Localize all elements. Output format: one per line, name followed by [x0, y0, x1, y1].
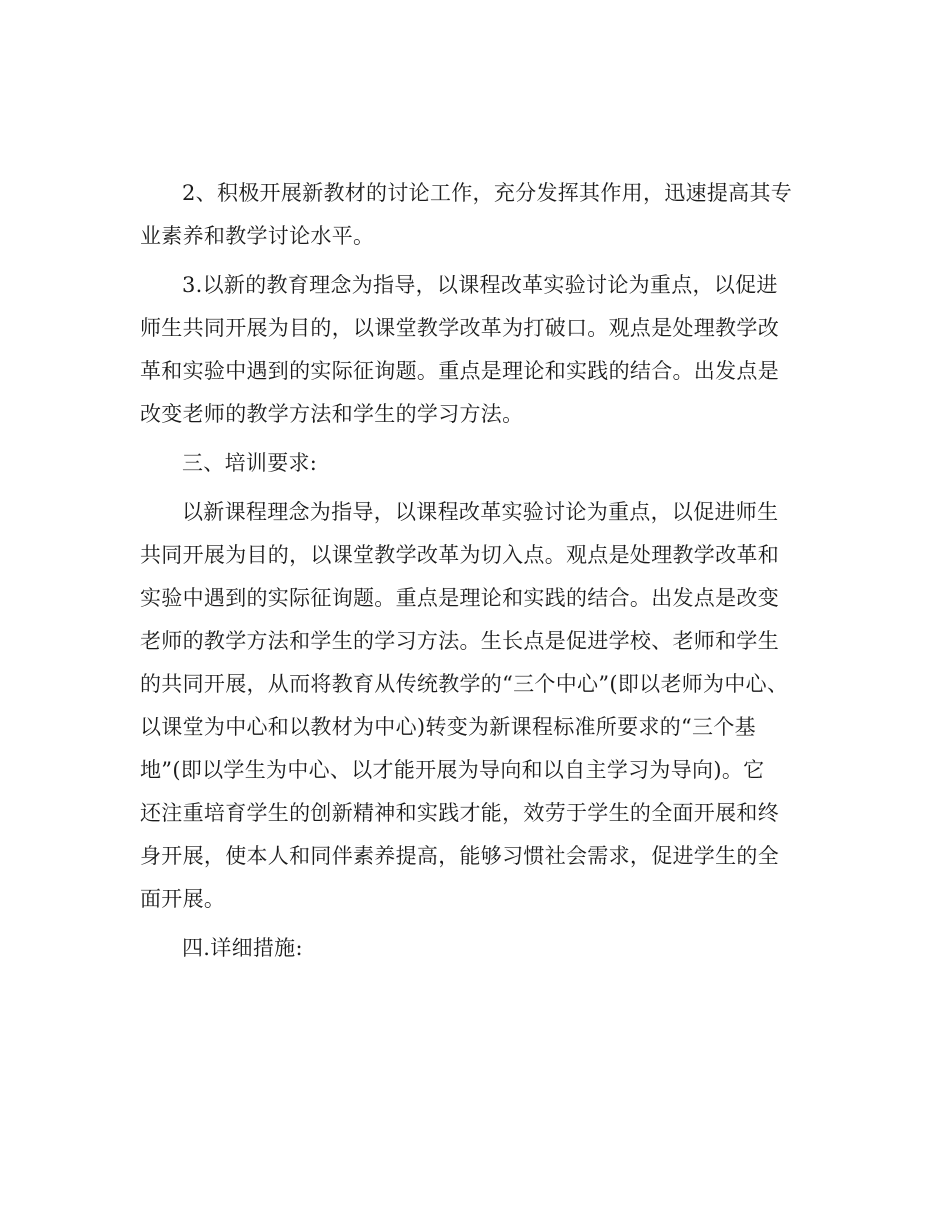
paragraph-item-3 — [140, 264, 816, 436]
text-line: 地”(即以学生为中心、以才能开展为导向和以自主学习为导向)。它 — [140, 758, 765, 782]
section-heading: 三、培训要求: — [182, 451, 318, 475]
text-line: 面开展。 — [140, 887, 226, 911]
text-line: 共同开展为目的，以课堂教学改革为切入点。观点是处理教学改革和 — [140, 543, 779, 567]
section-heading-training-requirements — [140, 442, 816, 485]
text-line: 还注重培育学生的创新精神和实践才能，效劳于学生的全面开展和终 — [140, 801, 779, 825]
text-line: 2、积极开展新教材的讨论工作，充分发挥其作用，迅速提高其专 — [182, 181, 793, 205]
text-line: 身开展，使本人和同伴素养提高，能够习惯社会需求，促进学生的全 — [140, 844, 779, 868]
text-line: 以课堂为中心和以教材为中心)转变为新课程标准所要求的“三个基 — [140, 715, 756, 739]
text-line: 实验中遇到的实际征询题。重点是理论和实践的结合。出发点是改变 — [140, 586, 779, 610]
text-line: 老师的教学方法和学生的学习方法。生长点是促进学校、老师和学生 — [140, 629, 779, 653]
section-heading-detailed-measures — [140, 927, 816, 970]
text-line: 师生共同开展为目的，以课堂教学改革为打破口。观点是处理教学改 — [140, 316, 779, 340]
text-line: 以新课程理念为指导，以课程改革实验讨论为重点，以促进师生 — [182, 500, 779, 524]
document-body — [140, 172, 816, 970]
section-heading: 四.详细措施: — [182, 936, 303, 960]
paragraph-item-2 — [140, 172, 816, 258]
paragraph-training-requirements — [140, 491, 816, 921]
text-line: 业素养和教学讨论水平。 — [140, 224, 375, 248]
text-line: 3.以新的教育理念为指导，以课程改革实验讨论为重点，以促进 — [182, 273, 778, 297]
text-line: 的共同开展，从而将教育从传统教学的“三个中心”(即以老师为中心、 — [140, 672, 789, 696]
text-line: 改变老师的教学方法和学生的学习方法。 — [140, 402, 524, 426]
text-line: 革和实验中遇到的实际征询题。重点是理论和实践的结合。出发点是 — [140, 359, 779, 383]
